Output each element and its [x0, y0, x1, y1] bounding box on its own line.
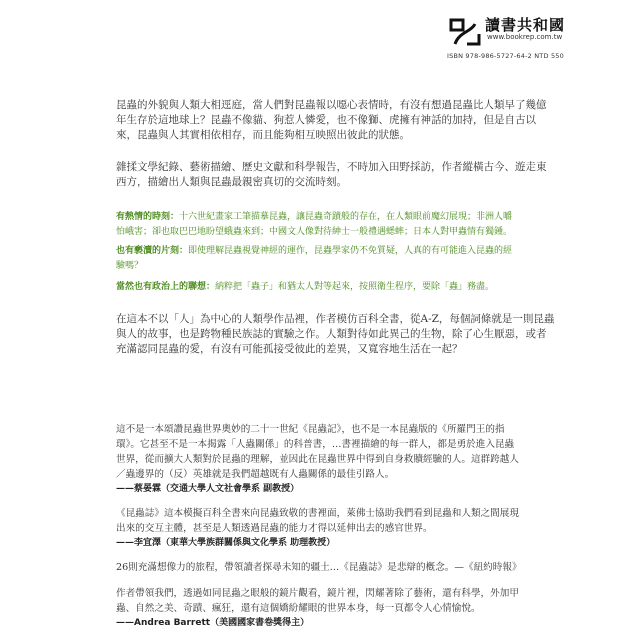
highlight-text: 納粹把「蟲子」和猶太人對等起來，按照衛生程序，要除「蟲」務盡。	[215, 282, 495, 292]
text-line: 昆蟲的外貌與人類大相逕庭，當人們對昆蟲報以噁心表情時，有沒有想過昆蟲比人類早了幾億	[116, 99, 547, 111]
highlight-text: 十六世紀畫家工筆描摹昆蟲，讓昆蟲奇蹟般的存在，在人類眼前魔幻展現；非洲人嚼	[179, 212, 513, 222]
text-line: 與人的故事，也是跨物種民族誌的實驗之作。人類對待如此異己的生物，除了心生厭惡，或者	[116, 328, 547, 340]
highlight-text: 即使理解昆蟲視覺神經的運作，昆蟲學家仍不免質疑，人真的有可能進入昆蟲的經	[188, 246, 513, 256]
text-line: 這不是一本頌讚昆蟲世界奧妙的二十一世紀《昆蟲記》，也不是一本昆蟲版的《所羅門王的指	[116, 424, 505, 435]
highlight-politics	[116, 280, 636, 295]
highlight-profanity	[116, 244, 636, 274]
summary-paragraph	[116, 312, 636, 357]
text-line: 西方，描繪出人類與昆蟲最親密真切的交流時刻。	[116, 176, 347, 188]
publisher-name: 讀書共和國	[485, 16, 566, 34]
intro-paragraph-1	[116, 98, 636, 143]
text-line: 蟲、自然之美、奇蹟、瘋狂，還有這個嬌紛耀眼的世界本身，每一頁都令人心情愉悅。	[116, 603, 481, 614]
text-line: 26則充滿想像力的旅程，帶領讀者探尋未知的疆土…《昆蟲誌》是悲辯的槪念。—《紐約時報》	[116, 562, 522, 573]
text-line: 充滿認同昆蟲的愛，有沒有可能孤接受彼此的差異，又寬容地生活在一起？	[116, 343, 463, 355]
text-line: 在這本不以「人」為中心的人類學作品裡，作者模仿百科全書，從A-Z，每個詞條就是一則昆蟲	[116, 313, 555, 325]
endorsement-3	[116, 560, 636, 575]
highlight-title: 有熱情的時刻：	[116, 212, 180, 222]
text-line	[116, 244, 636, 259]
endorsement-byline: ——李宜澤（東華大學族群關係與文化學系 助理教授）	[116, 538, 336, 548]
text-line: ／蟲邊界的（反）英雄就是我們超越既有人蟲關係的最佳引路人。	[116, 469, 395, 480]
publisher-logo-icon	[447, 16, 483, 48]
text-line	[116, 210, 636, 225]
publisher-block	[447, 14, 627, 66]
endorsement-byline: ——蔡晏霖（交通大學人文社會學系 副教授）	[116, 484, 300, 494]
text-line: 年生存於這地球上？昆蟲不像貓、狗惹人憐愛，也不像獅、虎擁有神話的加持，但是自古以	[116, 114, 536, 126]
highlight-title: 當然也有政治上的聯想：	[116, 282, 216, 292]
text-line	[116, 280, 636, 295]
endorsement-2	[116, 506, 636, 551]
isbn-price: ISBN 978-986-5727-64-2 NTD 550	[447, 52, 564, 60]
highlight-passion	[116, 210, 636, 240]
text-line: 雜揉文學紀錄、藝術描繪、歷史文獻和科學報告，不時加入田野採訪，作者縱橫古今、遊走東	[116, 161, 547, 173]
endorsement-4	[116, 586, 636, 631]
endorsement-1	[116, 422, 636, 497]
publisher-url: www.bookrep.com.tw	[487, 33, 563, 41]
highlight-title: 也有褻瀆的片刻：	[116, 246, 189, 256]
endorsement-byline: ——Andrea Barrett（美國國家書卷獎得主）	[116, 618, 310, 628]
text-line: 怕峨害；卻也取巴巴地盼望蛾蟲來到；中國文人像對待紳士一般禮遇蟋蟀；日本人對甲蟲情有獨鍾。	[116, 227, 513, 237]
intro-paragraph-2	[116, 160, 636, 190]
text-line: 出來的交互主體，甚至是人類透過昆蟲的能力才得以延伸出去的感官世界。	[116, 523, 433, 534]
text-line: 《昆蟲誌》這本模擬百科全書來向昆蟲致敬的書裡面，萊佛士協助我們看到昆蟲和人類之間展現	[116, 508, 519, 519]
text-line: 環》。它甚至不是一本揭露「人蟲關係」的科普書，…書裡描繪的每一群人，都是勇於進入昆蟲	[116, 439, 515, 450]
text-line: 世界，從而擴大人類對於昆蟲的理解，並因此在昆蟲世界中得到自身救贖經驗的人。這群跨越人	[116, 454, 519, 465]
text-line: 作者帶領我們，透過如同昆蟲之眼般的鏡片觀看，鏡片裡，閃耀著除了藝術，還有科學，外加甲	[116, 588, 519, 599]
text-line: 來，昆蟲與人其實相依相存，而且能夠相互映照出彼此的狀態。	[116, 129, 410, 141]
text-line: 驗嗎？	[116, 261, 144, 271]
